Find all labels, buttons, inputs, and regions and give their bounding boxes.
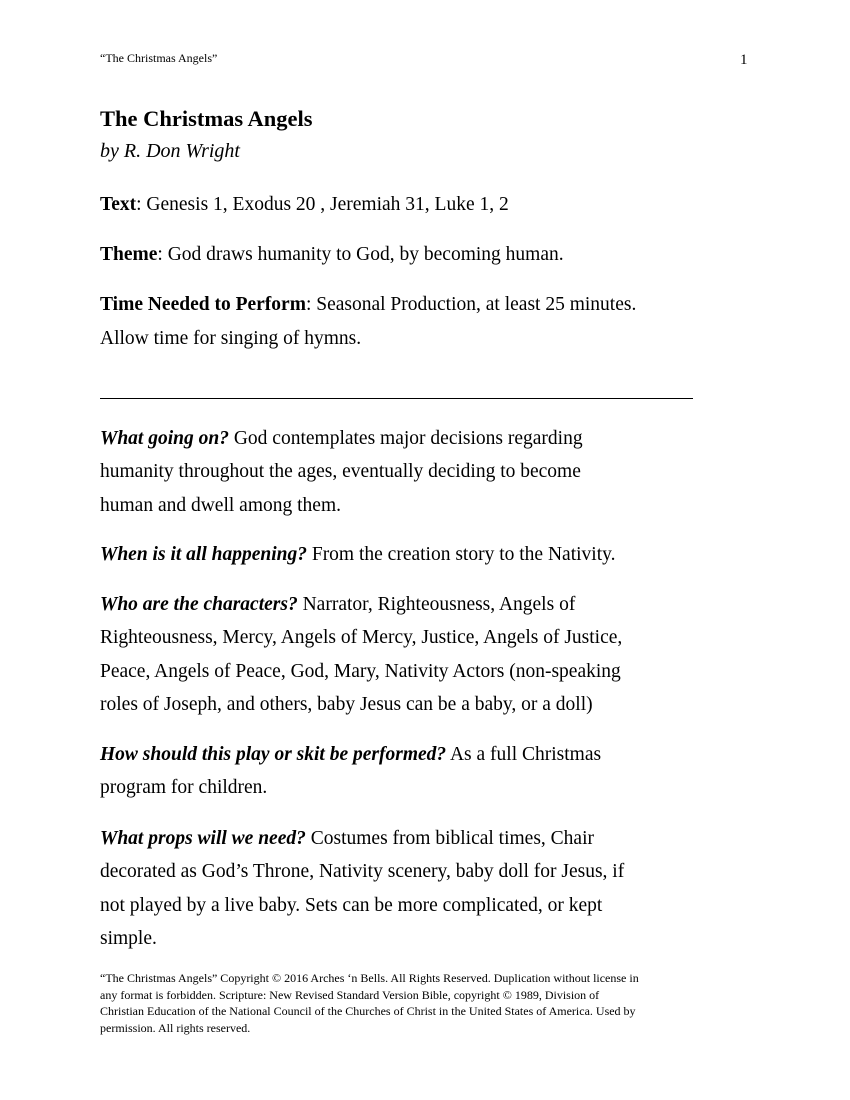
- section-line: [100, 422, 583, 455]
- section-line: Righteousness, Mercy, Angels of Mercy, Justice, Angels of Justice,: [100, 627, 623, 649]
- section-line: Peace, Angels of Peace, God, Mary, Nativity Actors (non-speaking: [100, 660, 621, 682]
- theme-value: : God draws humanity to God, by becoming human.: [157, 244, 564, 265]
- section-props: [100, 822, 624, 955]
- section-line: [100, 588, 622, 621]
- horizontal-rule: [100, 398, 693, 399]
- section-line: [100, 738, 601, 771]
- section-question: Who are the characters?: [100, 594, 298, 615]
- page-number: 1: [740, 52, 748, 68]
- section-answer: God contemplates major decisions regarding: [228, 428, 583, 449]
- section-question: When is it all happening?: [100, 544, 307, 565]
- section-what-going-on: [100, 422, 583, 522]
- section-question: What props will we need?: [100, 828, 306, 849]
- time-needed-line-2: Allow time for singing of hymns.: [100, 327, 362, 349]
- section-line: roles of Joseph, and others, baby Jesus can be a baby, or a doll): [100, 693, 593, 715]
- section-question: How should this play or skit be performed?: [100, 744, 447, 765]
- footer-line: “The Christmas Angels” Copyright © 2016 Arches ‘n Bells. All Rights Reserved. Duplication without license in: [100, 971, 639, 985]
- footer-line: permission. All rights reserved.: [100, 1020, 251, 1035]
- section-answer: Narrator, Righteousness, Angels of: [297, 594, 576, 615]
- section-line: program for children.: [100, 777, 268, 799]
- time-needed-label: Time Needed to Perform: [100, 294, 306, 315]
- section-line: decorated as God’s Throne, Nativity scenery, baby doll for Jesus, if: [100, 861, 625, 883]
- text-label: Text: [100, 194, 137, 215]
- section-question: What going on?: [100, 428, 229, 449]
- time-needed-value: : Seasonal Production, at least 25 minutes.: [305, 294, 637, 315]
- time-needed-block: [100, 288, 636, 355]
- byline: by R. Don Wright: [100, 140, 240, 162]
- document-title: The Christmas Angels: [100, 106, 313, 131]
- section-answer: From the creation story to the Nativity.: [306, 544, 616, 565]
- section-when-happening: [100, 538, 615, 571]
- section-answer: As a full Christmas: [446, 744, 602, 765]
- section-line: not played by a live baby. Sets can be more complicated, or kept: [100, 894, 603, 916]
- section-answer: Costumes from biblical times, Chair: [305, 828, 594, 849]
- time-needed-line-1: [100, 288, 636, 322]
- copyright-footer: [100, 970, 760, 1036]
- section-performance: [100, 738, 601, 805]
- theme-label: Theme: [100, 244, 158, 265]
- theme-line: [100, 238, 564, 272]
- text-value: : Genesis 1, Exodus 20 , Jeremiah 31, Luke 1, 2: [136, 194, 509, 215]
- section-line: [100, 822, 624, 855]
- section-line: humanity throughout the ages, eventually deciding to become: [100, 461, 581, 483]
- title-block: [100, 104, 313, 168]
- section-line: simple.: [100, 927, 157, 949]
- footer-line: Christian Education of the National Council of the Churches of Christ in the United States of America. Used by: [100, 1004, 636, 1018]
- section-line: [100, 538, 615, 571]
- running-header: “The Christmas Angels”: [100, 51, 218, 65]
- text-line: [100, 188, 509, 222]
- section-line: human and dwell among them.: [100, 494, 341, 516]
- footer-line: any format is forbidden. Scripture: New Revised Standard Version Bible, copyright © 1989, Division of: [100, 987, 600, 1002]
- section-characters: [100, 588, 622, 721]
